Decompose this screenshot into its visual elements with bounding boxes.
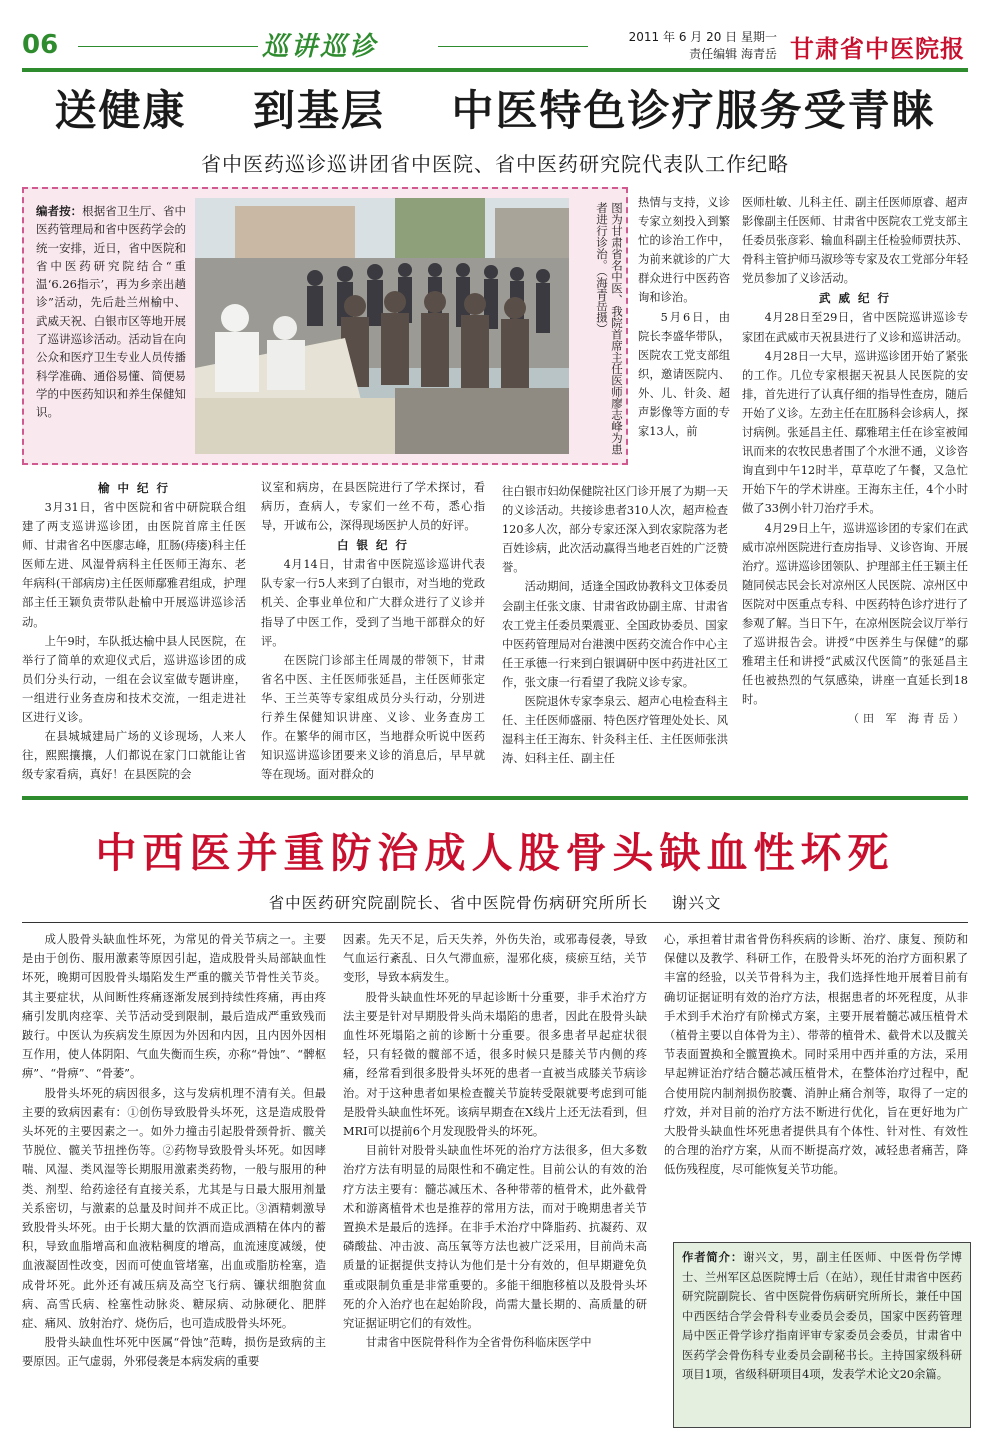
paragraph: 股骨头缺血性坏死中医属“骨蚀”范畴，损伤是致病的主要原因。正气虚弱，外邪侵袭是本病发病的重要 bbox=[22, 1336, 326, 1369]
paragraph: 3月31日，省中医院和省中研院联合组建了两支巡讲巡诊团，由医院首席主任医师、甘肃省名中医廖志峰，肛肠(痔瘘)科主任医师左进、风湿骨病科主任医师王海东、老年病科(干部病房)主任医师鄢雅君组成，护理部主任王颖负责带队赴榆中开展巡讲巡诊活动。 bbox=[22, 501, 246, 629]
issue-date: 2011 年 6 月 20 日 星期一 bbox=[628, 30, 777, 44]
paragraph: 4月28日至29日，省中医院巡讲巡诊专家团在武威市天祝县进行了义诊和巡讲活动。 bbox=[742, 311, 968, 344]
author-bio-text: 谢兴文，男，副主任医师、中医骨伤学博士、兰州军区总医院博士后（在站），现任甘肃省中医药研究院副院长、省中医院骨伤病研究所所长，兼任中国中西医结合学会骨科专业委员会委员，国家中医药管理局中医正骨学诊疗指南评审专家委员会委员，甘肃省中医药学会骨伤科专业委员会副秘书长。主持国家级科研项目1项，省级科研项目4项，发表学术论文20余篇。 bbox=[682, 1251, 962, 1381]
paragraph: 股骨头缺血性坏死的早起诊断十分重要，非手术治疗方法主要是针对早期股骨头尚未塌陷的患者，因此在股骨头缺血性坏死塌陷之前的诊断十分重要。很多患者早起症状很轻，只有轻微的髋部不适，很多时候只是膝关节内侧的疼痛，经常看到很多股骨头坏死的患者一直被当成膝关节病诊治。对于这种患者如果检查髋关节旋转受限就要考虑到可能是股骨头缺血性坏死。该病早期查在X线片上还无法看到，但MRI可以提前6个月发现股骨头的坏死。 bbox=[343, 990, 647, 1139]
paragraph: 4月29日上午，巡讲巡诊团的专家们在武威市凉州医院进行查房指导、义诊咨询、开展治疗。巡讲巡诊团领队、护理部主任王颖主任随同侯志民会长对凉州区人民医院、凉州区中医院对中医重点专科、中医药特色诊疗进行了参观了解。当日下午，在凉州医院会议厅举行了巡讲报告会。讲授“中医养生与保健”的鄢雅珺主任和讲授“武威汉代医简”的张延昌主任也被热烈的气氛感染，讲座一直延长到18时。 bbox=[742, 521, 968, 707]
paragraph: 在医院门诊部主任周晟的带领下，甘肃省名中医、主任医师张延昌，主任医师张定华、王兰英等专家组成员分头行动，分别进行养生保健知识讲座、义诊、业务查房工作。在繁华的闹市区，当地群众听说中医药知识巡讲巡诊团要来义诊的消息后，早早就等在现场。面对群众的 bbox=[261, 653, 485, 782]
article-separator bbox=[22, 796, 968, 800]
article2-column-2 bbox=[343, 930, 647, 1352]
section-heading-wuwei: 武 威 纪 行 bbox=[818, 291, 891, 306]
issue-editor: 责任编辑 海青岳 bbox=[689, 47, 777, 61]
section-heading-yuzhong: 榆 中 纪 行 bbox=[97, 481, 170, 495]
editor-note bbox=[36, 202, 186, 422]
paragraph: 4月28日一大早，巡讲巡诊团开始了紧张的工作。几位专家根据天祝县人民医院的安排，首先进行了认真仔细的指导性查房，随后开始了义诊。左劲主任在肛肠科会诊病人，探讨病例。张延昌主任、鄢雅珺主任在诊室被闻讯而来的农牧民患者围了个水泄不通，义诊咨询直到中午12时半，草草吃了午餐，又急忙开始下午的学术讲座。王海东主任，4个小时做了33例小针刀治疗手术。 bbox=[742, 349, 968, 516]
section-title: 巡讲巡诊 bbox=[262, 32, 379, 62]
article1-subheadline: 省中医药巡诊巡讲团省中医院、省中医药研究院代表队工作纪略 bbox=[201, 152, 789, 176]
editor-note-text: 根据省卫生厅、省中医药管理局和省中医药学会的统一安排，近日，省中医院和省中医药研究院结合“重温‘6.26指示’，再为乡亲出趟诊”活动，先后赴兰州榆中、武威天祝、白银市区等地开展了巡讲巡诊活动。活动旨在向公众和医疗卫生专业人员传播科学准确、通俗易懂、简便易学的中医药知识和养生保健知识。 bbox=[36, 204, 187, 420]
paragraph-continued: 热情与支持，义诊专家立刻投入到繁忙的诊治工作中，为前来就诊的广大群众进行中医药咨询和诊治。 bbox=[638, 196, 730, 305]
article2-author: 省中医药研究院副院长、省中医院骨伤病研究所所长 谢兴文 bbox=[268, 894, 722, 912]
paragraph: 股骨头坏死的病因很多，这与发病机理不清有关。但最主要的致病因素有：①创伤导致股骨头坏死，这是造成股骨头坏死的主要因素之一。如外力撞击引起股骨颈骨折、髋关节脱位、髋关节扭挫伤等。②药物导致股骨头坏死。如因哮喘、风湿、类风湿等长期服用激素类药物，一般与服用的种类、剂型、给药途径有直接关系，尤其是与日最大服用剂量关系密切，与激素的总量及时间并不成正比。③酒精刺激导致股骨头坏死。由于长期大量的饮酒而造成酒精在体内的蓄积，导致血脂增高和血液粘稠度的增高，血流速度减缓，使血液凝固性改变，因而可使血管堵塞，出血或脂肪栓塞，造成骨坏死。此外还有减压病及高空飞行病、镰状细胞贫血病、高雪氏病、栓塞性动脉炎、糖尿病、动脉硬化、肥胖症、痛风、放射治疗、烧伤后，也可造成股骨头坏死。 bbox=[22, 1086, 326, 1331]
author-bio-box bbox=[673, 1242, 971, 1428]
header-bar bbox=[22, 68, 968, 72]
article2-headline: 中西医并重防治成人股骨头缺血性坏死 bbox=[95, 829, 895, 877]
article1-column-4 bbox=[742, 193, 968, 729]
article2-column-1 bbox=[22, 930, 326, 1372]
article2-column-3 bbox=[664, 930, 968, 1180]
photo-caption: 图为甘肃省名中医、我院首席主任医师廖志峰为患者进行诊治。（海青岳摄） bbox=[595, 202, 624, 455]
paragraph: 甘肃省中医院骨科作为全省骨伤科临床医学中 bbox=[365, 1336, 592, 1350]
header-divider-right bbox=[438, 46, 588, 47]
article2-rule bbox=[22, 922, 968, 923]
article1-column-2 bbox=[261, 478, 485, 784]
author-bio-label: 作者简介： bbox=[682, 1251, 744, 1264]
page-number: 06 bbox=[22, 30, 59, 60]
article1-column-3-top bbox=[638, 193, 730, 441]
paragraph: 目前针对股骨头缺血性坏死的治疗方法很多，但大多数治疗方法有明显的局限性和不确定性。目前公认的有效的治疗方法主要有：髓芯减压术、各种带蒂的植骨术，此外截骨术和游离植骨术也是推荐的常用方法，而对于晚期患者关节置换术是最后的选择。在非手术治疗中降脂药、抗凝药、双磷酸盐、冲击波、高压氧等方法也被广泛采用，目前尚未高质量的证据提供支持认为他们是十分有效的，但早期避免负重或限制负重是非常重要的。多能干细胞移植以及股骨头坏死的介入治疗也在起始阶段，尚需大量长期的、高质量的研究证据证明它们的有效性。 bbox=[343, 1144, 647, 1331]
paragraph-continued: 医师杜敏、儿科主任、副主任医师原睿、超声影像副主任医师、甘肃省中医院农工党支部主任委员张彦彩、输血科副主任检验师贾扶苏、骨科主管护师马淑珍等专家及农工党部分年轻党员参加了义诊活动。 bbox=[742, 196, 968, 286]
header-divider-left bbox=[78, 46, 258, 47]
paragraph: 5月6日，由院长李盛华带队，医院农工党支部组织，邀请医院内、外、儿、针灸、超声影像等方面的专家13人，前 bbox=[638, 310, 730, 439]
news-photo bbox=[195, 198, 569, 454]
paragraph: 成人股骨头缺血性坏死，为常见的骨关节病之一。主要是由于创伤、服用激素等原因引起，造成股骨头局部缺血性坏死，晚期可因股骨头塌陷发生严重的髋关节骨性关节炎。其主要症状，从间断性疼痛逐渐发展到持续性疼痛，再由疼痛引发肌肉痉挛、关节活动受到限制，最后造成严重致残而跛行。中医认为疾病发生原因为外因和内因，且内因外因相互作用，使人体阴阳、气血失衡而生疾，亦称“骨蚀”、“髀枢痹”、“骨痹”、“骨萎”。 bbox=[22, 933, 326, 1081]
photo-illustration bbox=[195, 198, 569, 454]
editor-note-label: 编者按： bbox=[36, 204, 83, 218]
article1-column-3 bbox=[502, 482, 728, 768]
paragraph-continued: 议室和病房，在县医院进行了学术探讨，看病历，查病人，专家们一丝不苟，悉心指导，开诚布公，深得现场医护人员的好评。 bbox=[261, 481, 485, 533]
paragraph: 活动期间，适逢全国政协教科文卫体委员会副主任张文康、甘肃省政协副主席、甘肃省农工党主任委员栗震亚、全国政协委员、国家中医药管理局对台港澳中医药交流合作中心主任王承德一行来到白银调研中医中药进社区工作，张文康一行看望了我院义诊专家。 bbox=[502, 580, 728, 689]
paragraph-continued: 心，承担着甘肃省骨伤科疾病的诊断、治疗、康复、预防和保健以及教学、科研工作，在股骨头坏死的治疗方面积累了丰富的经验，以关节骨科为主，我们选择性地开展着目前有确切证据证明有效的治疗方法，根据患者的坏死程度，从非手术到手术治疗有阶梯式方案，主要开展着髓芯减压植骨术（植骨主要以自体骨为主）、带蒂的植骨术、截骨术以及髋关节表面置换和全髋置换术。同时采用中西并重的方法，采用早起辨证治疗结合髓芯减压植骨术，在整体治疗过程中，配合使用院内制剂损伤胶囊、消肿止痛合剂等，取得了一定的疗效，并对目前的治疗方法不断进行优化，旨在更好地为广大股骨头缺血性坏死患者提供具有个体性、针对性、有效性的合理的治疗方案，从而不断提高疗效，减轻患者痛苦，降低伤残程度，尽可能恢复关节功能。 bbox=[664, 933, 968, 1177]
paragraph: 4月14日，甘肃省中医院巡诊巡讲代表队专家一行5人来到了白银市，对当地的党政机关、企事业单位和广大群众进行了义诊并指导了中医工作，受到了当地干部群众的好评。 bbox=[261, 558, 485, 648]
paragraph: 医院退休专家李泉云、超声心电检查科主任、主任医师盛丽、特色医疗管理处处长、风湿科主任王海东、针灸科主任、主任医师张洪涛、妇科主任、副主任 bbox=[502, 695, 728, 766]
article1-column-1 bbox=[22, 478, 246, 784]
paragraph-continued: 因素。先天不足，后天失养，外伤失治，或邪毒侵袭，导致气血运行紊乱、日久气滞血瘀，湿邪化痰，痰瘀互结，关节变形，导致本病发生。 bbox=[343, 933, 647, 985]
article1-headline: 送健康 到基层 中医特色诊疗服务受青睐 bbox=[54, 86, 936, 135]
newspaper-logo: 甘肃省中医院报 bbox=[790, 34, 965, 63]
paragraph-continued: 往白银市妇幼保健院社区门诊开展了为期一天的义诊活动。共接诊患者310人次，超声检查120多人次，部分专家还深入到农家院落为老百姓诊病，此次活动赢得当地老百姓的广泛赞誉。 bbox=[502, 485, 728, 575]
issue-info bbox=[585, 29, 777, 63]
section-heading-baiyin: 白 银 纪 行 bbox=[336, 538, 409, 553]
paragraph: 在县城城建局广场的义诊现场，人来人往，熙熙攘攘，人们都说在家门口就能让省级专家看病，真好！在县医院的会 bbox=[22, 730, 246, 782]
article1-byline: （田 军 海青岳） bbox=[848, 712, 968, 726]
paragraph: 上午9时，车队抵达榆中县人民医院，在举行了简单的欢迎仪式后，巡讲巡诊团的成员们分头行动，一组在会议室做专题讲座，一组进行业务查房和技术交流，一组走进社区进行义诊。 bbox=[22, 634, 246, 725]
